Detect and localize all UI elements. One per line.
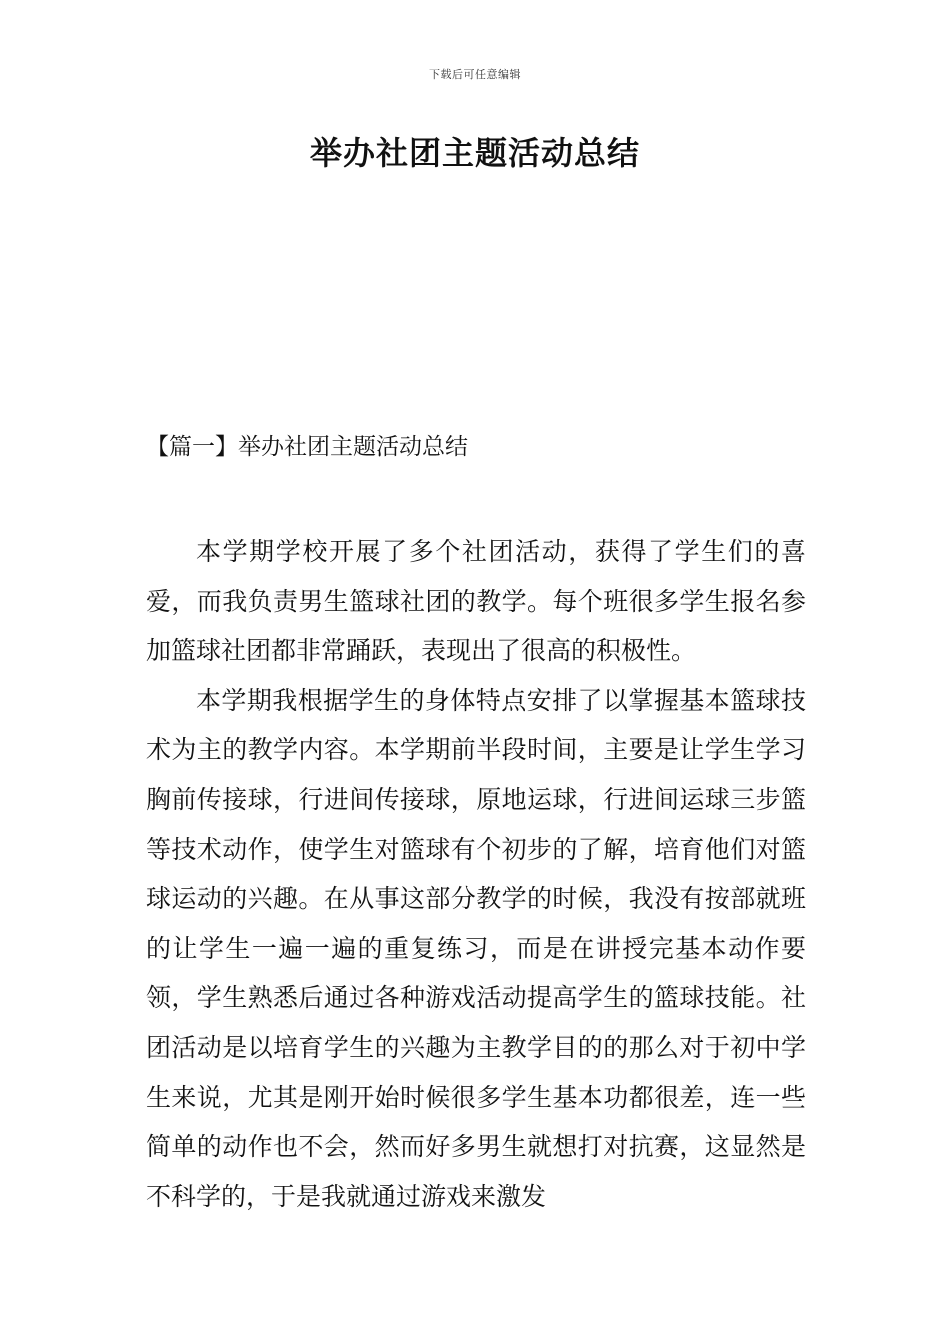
document-body (146, 527, 806, 1221)
section-heading: 【篇一】举办社团主题活动总结 (146, 434, 468, 460)
paragraph-2: 本学期我根据学生的身体特点安排了以掌握基本篮球技术为主的教学内容。本学期前半段时间，主要是让学生学习胸前传接球，行进间传接球，原地运球，行进间运球三步篮等技术动作，使学生对篮球有个初步的了解，培育他们对篮球运动的兴趣。在从事这部分教学的时候，我没有按部就班的让学生一遍一遍的重复练习，而是在讲授完基本动作要领，学生熟悉后通过各种游戏活动提高学生的篮球技能。社团活动是以培育学生的兴趣为主教学目的的那么对于初中学生来说，尤其是刚开始时候很多学生基本功都很差，连一些简单的动作也不会，然而好多男生就想打对抗赛，这显然是不科学的，于是我就通过游戏来激发 (146, 685, 806, 1211)
document-title: 举办社团主题活动总结 (309, 134, 640, 172)
paragraph-1: 本学期学校开展了多个社团活动，获得了学生们的喜爱，而我负责男生篮球社团的教学。每个班很多学生报名参加篮球社团都非常踊跃，表现出了很高的积极性。 (146, 537, 806, 666)
header-note: 下载后可任意编辑 (429, 68, 521, 81)
